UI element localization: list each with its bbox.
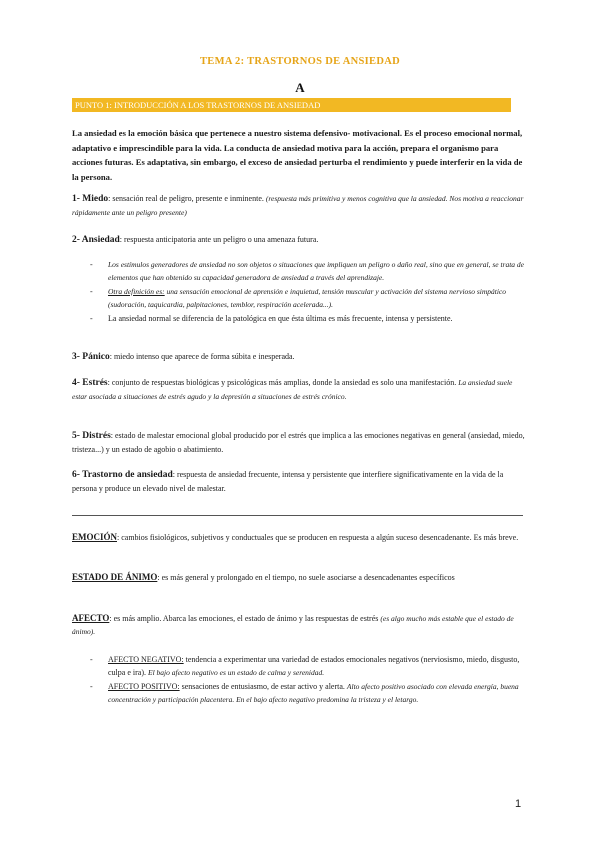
definition-estres [72,376,528,403]
term-afecto: AFECTO [72,613,110,623]
bullet-dash: - [90,260,93,269]
document-title: TEMA 2: TRASTORNOS DE ANSIEDAD [200,56,400,67]
bullet-dash: - [90,287,93,296]
bullet-text: tendencia a experimentar una variedad de estados emocionales negativos (nerviosismo, miedo, disgusto, culpa e ira). [108,655,520,677]
bullet-item [90,285,530,311]
term-emocion: EMOCIÓN [72,532,117,542]
definition-text: : respuesta anticipatoria ante un peligro o una amenaza futura. [119,235,319,244]
emocion-paragraph [72,531,528,544]
definition-term: 5- Distrés [72,431,111,441]
afecto-text: : es más amplio. Abarca las emociones, el estado de ánimo y las respuestas de estrés [109,614,381,623]
definition-term: 4- Estrés [72,378,108,388]
bullet-note: Alto afecto positivo asociado con elevada energía, buena concentración y participación placentera. En el bajo afecto negativo predomina la tristeza y el letargo. [108,682,519,704]
definition-text: : conjunto de respuestas biológicas y psicológicas más amplias, donde la ansiedad es solo una manifestación. [107,378,459,387]
bullet-label: AFECTO NEGATIVO: [108,655,184,664]
intro-paragraph: La ansiedad es la emoción básica que pertenece a nuestro sistema defensivo- motivacional. Es el proceso emocional normal, adaptativo e imprescindible para la vida. La conducta de ansiedad motiva para la acción, prepara el organismo para acciones futuras. Es adaptativa, sin embargo, el exceso de ansiedad perturba el rendimiento y puede interferir en la vida de la persona. [72,128,523,182]
definition-term: 6- Trastorno de ansiedad [72,470,173,480]
definition-term: 3- Pánico [72,352,110,362]
bullet-dash: - [90,314,93,323]
definition-panico [72,350,528,364]
bullet-label: AFECTO POSITIVO: [108,682,180,691]
bullet-afecto-negativo [90,653,530,679]
bullet-afecto-positivo [90,680,530,706]
bullet-note: El bajo afecto negativo es un estado de calma y serenidad. [147,668,325,677]
definition-note: (respuesta más primitiva y menos cognitiva que la ansiedad. Nos motiva a reaccionar rápidamente ante un peligro presente) [72,194,524,217]
bullet-text: una sensación emocional de aprensión e inquietud, tensión muscular y activación del sistema nervioso simpático (sudoración, taquicardia, palpitaciones, temblor, respiración acelerada...). [108,287,507,309]
bullet-text: sensaciones de entusiasmo, de estar activo y alerta. [179,682,347,691]
page-number: 1 [515,798,522,810]
estado-paragraph [72,571,528,584]
definition-term: 1- Miedo [72,194,109,204]
definition-distres [72,429,528,456]
afecto-paragraph [72,612,528,638]
definition-text: : estado de malestar emocional global producido por el estrés que implica a las emociones negativas en general (ansiedad, miedo, tristeza...) y un estado de agobio o abatimiento. [72,431,525,454]
term-estado-animo: ESTADO DE ÁNIMO [72,572,158,582]
definition-trastorno [72,468,528,495]
definition-text: : miedo intenso que aparece de forma súbita e inesperada. [109,352,295,361]
estado-text: : es más general y prolongado en el tiempo, no suele asociarse a desencadenantes específicos [157,573,455,582]
section-heading-band: PUNTO 1: INTRODUCCIÓN A LOS TRASTORNOS DE ANSIEDAD [72,98,511,112]
bullet-item [90,258,530,284]
bullet-item [90,312,530,325]
section-divider [72,515,523,516]
afecto-note: (es algo mucho más estable que el estado de ánimo). [72,614,514,636]
definition-text: : respuesta de ansiedad frecuente, intensa y persistente que interfiere significativamente en la vida de la persona y produce un elevado nivel de malestar. [72,470,504,493]
emocion-text: : cambios fisiológicos, subjetivos y conductuales que se producen en respuesta a algún suceso desencadenante. Es más breve. [117,533,519,542]
definition-term: 2- Ansiedad [72,235,120,245]
bullet-text: Los estímulos generadores de ansiedad no son objetos o situaciones que impliquen un peligro o daño real, sino que en general, se trata de elementos que han obtenido su capacidad generadora de ansiedad a través del aprendizaje. [108,260,525,282]
definition-miedo [72,192,528,219]
definition-text: : sensación real de peligro, presente e inminente. [108,194,266,203]
definition-note: La ansiedad suele estar asociada a situaciones de estrés agudo y la depresión a situaciones de estrés crónico. [72,378,513,401]
bullet-text: La ansiedad normal se diferencia de la patológica en que ésta última es más frecuente, intensa y persistente. [108,314,453,323]
bullet-label: Otra definición es: [108,287,165,296]
definition-ansiedad [72,233,528,247]
section-letter: A [295,80,305,95]
bullet-dash: - [90,682,93,691]
bullet-dash: - [90,655,93,664]
